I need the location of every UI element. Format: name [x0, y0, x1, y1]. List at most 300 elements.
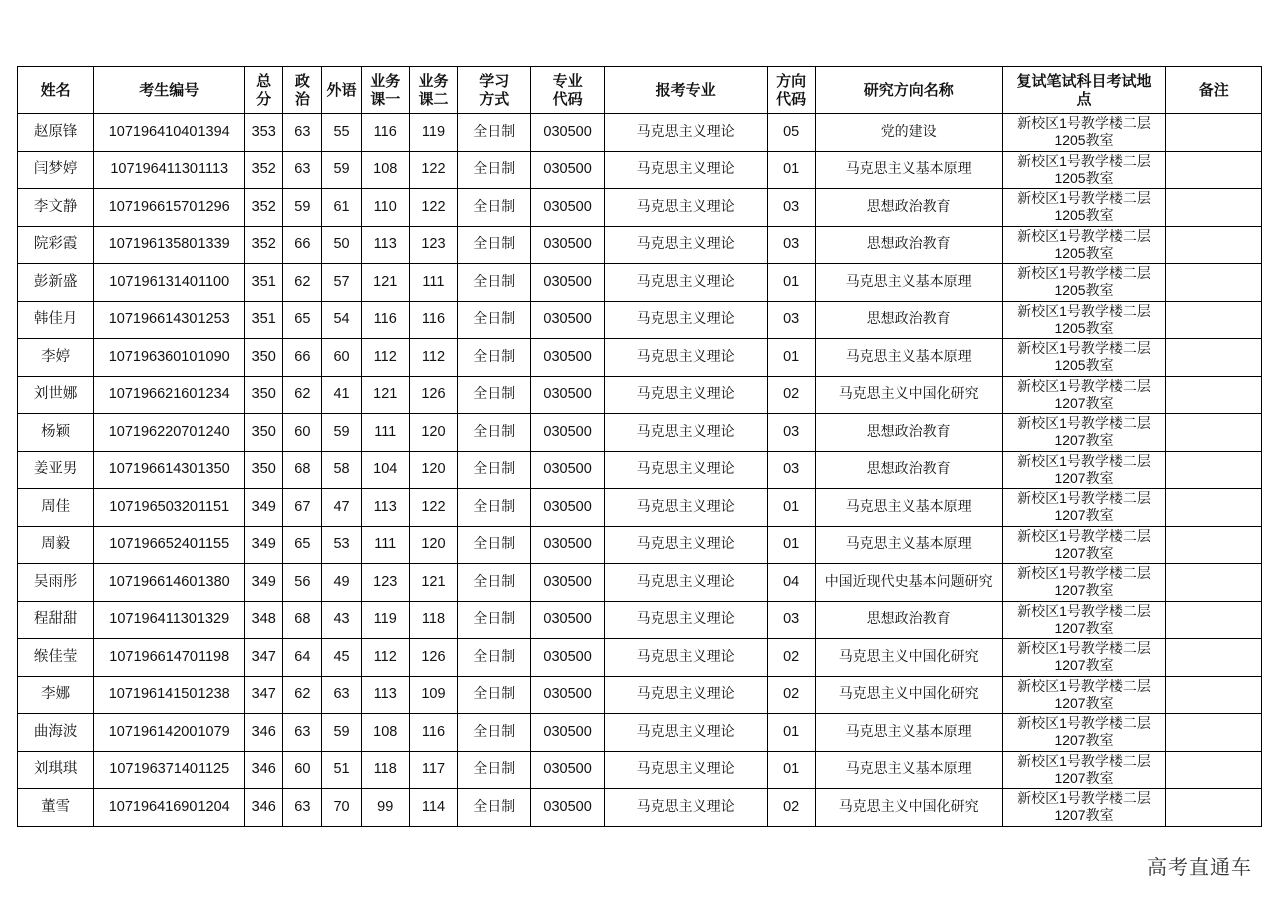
- location-line-1: 新校区1号教学楼二层: [1017, 302, 1151, 319]
- cell-major-code: 030500: [531, 451, 604, 489]
- location-line-2: 1207教室: [1054, 657, 1114, 674]
- cell-direction-code: 04: [767, 564, 815, 602]
- cell-direction-name: 马克思主义基本原理: [815, 339, 1002, 377]
- cell-course1: 113: [361, 676, 409, 714]
- cell-foreign-lang: 43: [322, 601, 361, 639]
- cell-exam-id: 107196135801339: [94, 226, 245, 264]
- cell-direction-code: 05: [767, 114, 815, 152]
- cell-exam-id: 107196614301350: [94, 451, 245, 489]
- cell-major-code: 030500: [531, 489, 604, 527]
- cell-total: 352: [245, 226, 283, 264]
- cell-major: 马克思主义理论: [604, 301, 767, 339]
- cell-total: 349: [245, 489, 283, 527]
- cell-major-code: 030500: [531, 226, 604, 264]
- cell-direction-name: 思想政治教育: [815, 189, 1002, 227]
- cell-major-code: 030500: [531, 789, 604, 827]
- location-line-2: 1205教室: [1054, 319, 1114, 336]
- cell-exam-id: 107196614601380: [94, 564, 245, 602]
- cell-direction-code: 01: [767, 151, 815, 189]
- cell-name: 杨颖: [18, 414, 94, 452]
- location-line-2: 1207教室: [1054, 432, 1114, 449]
- table-row: [18, 451, 1262, 489]
- cell-remark: [1166, 376, 1262, 414]
- cell-total: 351: [245, 301, 283, 339]
- cell-direction-code: 01: [767, 714, 815, 752]
- header-politics: 政 治: [283, 67, 322, 114]
- cell-course1: 99: [361, 789, 409, 827]
- cell-course1: 113: [361, 226, 409, 264]
- cell-direction-code: 01: [767, 751, 815, 789]
- cell-remark: [1166, 114, 1262, 152]
- cell-course1: 121: [361, 264, 409, 302]
- header-row: [18, 67, 1262, 114]
- location-line-1: 新校区1号教学楼二层: [1017, 115, 1151, 132]
- cell-total: 350: [245, 339, 283, 377]
- location-line-2: 1207教室: [1054, 469, 1114, 486]
- table-row: [18, 789, 1262, 827]
- cell-location: [1002, 526, 1166, 564]
- cell-major: 马克思主义理论: [604, 526, 767, 564]
- cell-exam-id: 107196360101090: [94, 339, 245, 377]
- cell-major-code: 030500: [531, 751, 604, 789]
- cell-direction-name: 思想政治教育: [815, 414, 1002, 452]
- cell-study-mode: 全日制: [458, 489, 531, 527]
- cell-study-mode: 全日制: [458, 714, 531, 752]
- cell-direction-name: 思想政治教育: [815, 226, 1002, 264]
- cell-name: 刘世娜: [18, 376, 94, 414]
- cell-study-mode: 全日制: [458, 339, 531, 377]
- cell-foreign-lang: 55: [322, 114, 361, 152]
- cell-exam-id: 107196411301113: [94, 151, 245, 189]
- location-line-1: 新校区1号教学楼二层: [1017, 452, 1151, 469]
- cell-direction-name: 马克思主义基本原理: [815, 526, 1002, 564]
- cell-remark: [1166, 676, 1262, 714]
- cell-exam-id: 107196142001079: [94, 714, 245, 752]
- cell-study-mode: 全日制: [458, 114, 531, 152]
- cell-course1: 116: [361, 301, 409, 339]
- cell-name: 李娜: [18, 676, 94, 714]
- cell-course2: 122: [409, 189, 457, 227]
- table-row: [18, 564, 1262, 602]
- cell-course1: 116: [361, 114, 409, 152]
- cell-total: 352: [245, 151, 283, 189]
- cell-name: 董雪: [18, 789, 94, 827]
- cell-course2: 116: [409, 301, 457, 339]
- header-name: 姓名: [18, 67, 94, 114]
- location-line-2: 1207教室: [1054, 619, 1114, 636]
- cell-major-code: 030500: [531, 676, 604, 714]
- cell-major-code: 030500: [531, 526, 604, 564]
- cell-course2: 119: [409, 114, 457, 152]
- cell-location: [1002, 489, 1166, 527]
- cell-foreign-lang: 60: [322, 339, 361, 377]
- cell-remark: [1166, 526, 1262, 564]
- cell-course2: 121: [409, 564, 457, 602]
- cell-course1: 111: [361, 526, 409, 564]
- cell-direction-name: 马克思主义基本原理: [815, 714, 1002, 752]
- cell-total: 347: [245, 676, 283, 714]
- cell-name: 刘琪琪: [18, 751, 94, 789]
- cell-name: 周毅: [18, 526, 94, 564]
- table-row: [18, 601, 1262, 639]
- cell-politics: 65: [283, 526, 322, 564]
- cell-location: [1002, 751, 1166, 789]
- cell-location: [1002, 714, 1166, 752]
- cell-course2: 117: [409, 751, 457, 789]
- cell-total: 352: [245, 189, 283, 227]
- cell-major: 马克思主义理论: [604, 114, 767, 152]
- location-line-1: 新校区1号教学楼二层: [1017, 790, 1151, 807]
- cell-politics: 68: [283, 451, 322, 489]
- location-line-1: 新校区1号教学楼二层: [1017, 377, 1151, 394]
- cell-remark: [1166, 301, 1262, 339]
- cell-politics: 56: [283, 564, 322, 602]
- location-line-1: 新校区1号教学楼二层: [1017, 602, 1151, 619]
- header-location: 复试笔试科目考试地 点: [1002, 67, 1166, 114]
- cell-total: 350: [245, 414, 283, 452]
- cell-remark: [1166, 451, 1262, 489]
- location-line-2: 1207教室: [1054, 694, 1114, 711]
- cell-course2: 126: [409, 639, 457, 677]
- cell-study-mode: 全日制: [458, 151, 531, 189]
- cell-direction-name: 马克思主义基本原理: [815, 151, 1002, 189]
- cell-total: 350: [245, 376, 283, 414]
- cell-direction-name: 马克思主义中国化研究: [815, 789, 1002, 827]
- cell-foreign-lang: 63: [322, 676, 361, 714]
- cell-direction-code: 03: [767, 226, 815, 264]
- cell-major-code: 030500: [531, 189, 604, 227]
- cell-major: 马克思主义理论: [604, 676, 767, 714]
- table-row: [18, 414, 1262, 452]
- header-direction-code: 方向 代码: [767, 67, 815, 114]
- cell-course1: 108: [361, 151, 409, 189]
- cell-foreign-lang: 54: [322, 301, 361, 339]
- cell-exam-id: 107196503201151: [94, 489, 245, 527]
- header-major-code: 专业 代码: [531, 67, 604, 114]
- cell-location: [1002, 376, 1166, 414]
- cell-course1: 111: [361, 414, 409, 452]
- cell-remark: [1166, 189, 1262, 227]
- cell-course1: 112: [361, 339, 409, 377]
- header-major: 报考专业: [604, 67, 767, 114]
- cell-politics: 67: [283, 489, 322, 527]
- cell-study-mode: 全日制: [458, 601, 531, 639]
- cell-name: 院彩霞: [18, 226, 94, 264]
- cell-major-code: 030500: [531, 151, 604, 189]
- location-line-2: 1207教室: [1054, 507, 1114, 524]
- cell-total: 346: [245, 789, 283, 827]
- cell-course2: 120: [409, 526, 457, 564]
- cell-total: 347: [245, 639, 283, 677]
- table-row: [18, 301, 1262, 339]
- cell-name: 韩佳月: [18, 301, 94, 339]
- cell-direction-code: 01: [767, 489, 815, 527]
- cell-major-code: 030500: [531, 264, 604, 302]
- cell-direction-name: 马克思主义基本原理: [815, 489, 1002, 527]
- cell-course2: 126: [409, 376, 457, 414]
- location-line-2: 1207教室: [1054, 732, 1114, 749]
- table-row: [18, 526, 1262, 564]
- cell-direction-code: 01: [767, 526, 815, 564]
- cell-exam-id: 107196371401125: [94, 751, 245, 789]
- cell-location: [1002, 339, 1166, 377]
- cell-location: [1002, 601, 1166, 639]
- cell-major-code: 030500: [531, 639, 604, 677]
- cell-politics: 68: [283, 601, 322, 639]
- cell-course1: 104: [361, 451, 409, 489]
- cell-major-code: 030500: [531, 564, 604, 602]
- cell-foreign-lang: 58: [322, 451, 361, 489]
- cell-foreign-lang: 61: [322, 189, 361, 227]
- cell-direction-code: 02: [767, 376, 815, 414]
- location-line-1: 新校区1号教学楼二层: [1017, 340, 1151, 357]
- cell-direction-code: 03: [767, 301, 815, 339]
- cell-direction-code: 02: [767, 639, 815, 677]
- cell-major-code: 030500: [531, 339, 604, 377]
- cell-total: 348: [245, 601, 283, 639]
- cell-major: 马克思主义理论: [604, 489, 767, 527]
- cell-total: 351: [245, 264, 283, 302]
- cell-major: 马克思主义理论: [604, 751, 767, 789]
- cell-foreign-lang: 53: [322, 526, 361, 564]
- cell-course2: 111: [409, 264, 457, 302]
- cell-foreign-lang: 45: [322, 639, 361, 677]
- cell-course2: 120: [409, 414, 457, 452]
- cell-total: 353: [245, 114, 283, 152]
- location-line-2: 1205教室: [1054, 282, 1114, 299]
- cell-name: 曲海波: [18, 714, 94, 752]
- cell-exam-id: 107196416901204: [94, 789, 245, 827]
- cell-politics: 63: [283, 114, 322, 152]
- cell-study-mode: 全日制: [458, 301, 531, 339]
- location-line-2: 1207教室: [1054, 769, 1114, 786]
- location-line-1: 新校区1号教学楼二层: [1017, 715, 1151, 732]
- cell-exam-id: 107196131401100: [94, 264, 245, 302]
- cell-remark: [1166, 264, 1262, 302]
- cell-major: 马克思主义理论: [604, 601, 767, 639]
- cell-exam-id: 107196615701296: [94, 189, 245, 227]
- cell-exam-id: 107196652401155: [94, 526, 245, 564]
- cell-name: 周佳: [18, 489, 94, 527]
- cell-remark: [1166, 151, 1262, 189]
- table-row: [18, 226, 1262, 264]
- cell-major: 马克思主义理论: [604, 339, 767, 377]
- cell-foreign-lang: 59: [322, 151, 361, 189]
- header-study-mode: 学习 方式: [458, 67, 531, 114]
- table-row: [18, 489, 1262, 527]
- cell-major: 马克思主义理论: [604, 564, 767, 602]
- cell-study-mode: 全日制: [458, 564, 531, 602]
- location-line-1: 新校区1号教学楼二层: [1017, 527, 1151, 544]
- cell-major: 马克思主义理论: [604, 789, 767, 827]
- cell-name: 程甜甜: [18, 601, 94, 639]
- location-line-1: 新校区1号教学楼二层: [1017, 490, 1151, 507]
- cell-location: [1002, 639, 1166, 677]
- location-line-1: 新校区1号教学楼二层: [1017, 565, 1151, 582]
- cell-politics: 60: [283, 414, 322, 452]
- cell-study-mode: 全日制: [458, 189, 531, 227]
- cell-course1: 121: [361, 376, 409, 414]
- cell-remark: [1166, 639, 1262, 677]
- cell-direction-code: 02: [767, 676, 815, 714]
- cell-politics: 60: [283, 751, 322, 789]
- table-row: [18, 151, 1262, 189]
- table-row: [18, 339, 1262, 377]
- cell-course2: 120: [409, 451, 457, 489]
- cell-location: [1002, 264, 1166, 302]
- cell-politics: 63: [283, 714, 322, 752]
- cell-direction-name: 思想政治教育: [815, 301, 1002, 339]
- cell-name: 闫梦婷: [18, 151, 94, 189]
- cell-location: [1002, 564, 1166, 602]
- cell-direction-code: 03: [767, 601, 815, 639]
- cell-major-code: 030500: [531, 601, 604, 639]
- cell-foreign-lang: 59: [322, 414, 361, 452]
- cell-course2: 109: [409, 676, 457, 714]
- cell-major: 马克思主义理论: [604, 451, 767, 489]
- location-line-2: 1205教室: [1054, 132, 1114, 149]
- cell-direction-name: 马克思主义中国化研究: [815, 676, 1002, 714]
- cell-direction-name: 思想政治教育: [815, 451, 1002, 489]
- table-row: [18, 376, 1262, 414]
- header-foreign-lang: 外语: [322, 67, 361, 114]
- cell-direction-code: 03: [767, 189, 815, 227]
- score-table: [17, 66, 1262, 827]
- cell-course2: 122: [409, 151, 457, 189]
- cell-major-code: 030500: [531, 376, 604, 414]
- cell-course2: 112: [409, 339, 457, 377]
- cell-exam-id: 107196220701240: [94, 414, 245, 452]
- cell-total: 349: [245, 564, 283, 602]
- cell-remark: [1166, 714, 1262, 752]
- cell-major: 马克思主义理论: [604, 226, 767, 264]
- cell-major: 马克思主义理论: [604, 151, 767, 189]
- cell-course2: 123: [409, 226, 457, 264]
- cell-major: 马克思主义理论: [604, 376, 767, 414]
- cell-course2: 116: [409, 714, 457, 752]
- header-total: 总 分: [245, 67, 283, 114]
- cell-politics: 66: [283, 226, 322, 264]
- cell-study-mode: 全日制: [458, 451, 531, 489]
- cell-name: 李文静: [18, 189, 94, 227]
- cell-foreign-lang: 50: [322, 226, 361, 264]
- header-course1: 业务 课一: [361, 67, 409, 114]
- cell-location: [1002, 189, 1166, 227]
- cell-name: 赵原锋: [18, 114, 94, 152]
- cell-study-mode: 全日制: [458, 376, 531, 414]
- table-row: [18, 676, 1262, 714]
- cell-politics: 64: [283, 639, 322, 677]
- cell-foreign-lang: 49: [322, 564, 361, 602]
- header-remark: 备注: [1166, 67, 1262, 114]
- cell-direction-name: 党的建设: [815, 114, 1002, 152]
- cell-study-mode: 全日制: [458, 526, 531, 564]
- cell-study-mode: 全日制: [458, 226, 531, 264]
- header-direction-name: 研究方向名称: [815, 67, 1002, 114]
- header-course2: 业务 课二: [409, 67, 457, 114]
- cell-foreign-lang: 59: [322, 714, 361, 752]
- cell-total: 346: [245, 714, 283, 752]
- cell-course1: 112: [361, 639, 409, 677]
- cell-remark: [1166, 339, 1262, 377]
- cell-location: [1002, 151, 1166, 189]
- cell-politics: 63: [283, 151, 322, 189]
- cell-course2: 118: [409, 601, 457, 639]
- location-line-1: 新校区1号教学楼二层: [1017, 152, 1151, 169]
- cell-remark: [1166, 601, 1262, 639]
- cell-foreign-lang: 57: [322, 264, 361, 302]
- table-row: [18, 189, 1262, 227]
- cell-foreign-lang: 47: [322, 489, 361, 527]
- cell-course1: 108: [361, 714, 409, 752]
- cell-location: [1002, 451, 1166, 489]
- cell-direction-name: 思想政治教育: [815, 601, 1002, 639]
- location-line-2: 1207教室: [1054, 582, 1114, 599]
- location-line-1: 新校区1号教学楼二层: [1017, 640, 1151, 657]
- table-row: [18, 114, 1262, 152]
- cell-name: 姜亚男: [18, 451, 94, 489]
- cell-name: 彭新盛: [18, 264, 94, 302]
- cell-total: 346: [245, 751, 283, 789]
- location-line-2: 1207教室: [1054, 807, 1114, 824]
- location-line-1: 新校区1号教学楼二层: [1017, 190, 1151, 207]
- cell-name: 吴雨彤: [18, 564, 94, 602]
- cell-direction-name: 马克思主义基本原理: [815, 751, 1002, 789]
- watermark-text: 高考直通车: [1147, 855, 1252, 879]
- cell-exam-id: 107196614701198: [94, 639, 245, 677]
- cell-politics: 65: [283, 301, 322, 339]
- location-line-2: 1205教室: [1054, 357, 1114, 374]
- cell-study-mode: 全日制: [458, 264, 531, 302]
- location-line-2: 1207教室: [1054, 394, 1114, 411]
- cell-location: [1002, 114, 1166, 152]
- cell-foreign-lang: 41: [322, 376, 361, 414]
- cell-study-mode: 全日制: [458, 789, 531, 827]
- cell-course1: 119: [361, 601, 409, 639]
- cell-direction-code: 03: [767, 414, 815, 452]
- location-line-1: 新校区1号教学楼二层: [1017, 415, 1151, 432]
- table-row: [18, 714, 1262, 752]
- cell-direction-code: 03: [767, 451, 815, 489]
- cell-location: [1002, 301, 1166, 339]
- cell-foreign-lang: 51: [322, 751, 361, 789]
- cell-major: 马克思主义理论: [604, 714, 767, 752]
- cell-remark: [1166, 226, 1262, 264]
- cell-course1: 123: [361, 564, 409, 602]
- cell-study-mode: 全日制: [458, 414, 531, 452]
- cell-major: 马克思主义理论: [604, 264, 767, 302]
- cell-course2: 122: [409, 489, 457, 527]
- table-row: [18, 639, 1262, 677]
- cell-location: [1002, 414, 1166, 452]
- cell-major: 马克思主义理论: [604, 189, 767, 227]
- cell-politics: 62: [283, 376, 322, 414]
- cell-exam-id: 107196411301329: [94, 601, 245, 639]
- location-line-1: 新校区1号教学楼二层: [1017, 677, 1151, 694]
- cell-name: 缑佳莹: [18, 639, 94, 677]
- cell-direction-name: 马克思主义中国化研究: [815, 639, 1002, 677]
- cell-direction-code: 01: [767, 339, 815, 377]
- location-line-2: 1205教室: [1054, 169, 1114, 186]
- cell-course1: 118: [361, 751, 409, 789]
- cell-total: 349: [245, 526, 283, 564]
- cell-exam-id: 107196614301253: [94, 301, 245, 339]
- cell-total: 350: [245, 451, 283, 489]
- cell-exam-id: 107196621601234: [94, 376, 245, 414]
- cell-politics: 59: [283, 189, 322, 227]
- cell-location: [1002, 676, 1166, 714]
- cell-location: [1002, 789, 1166, 827]
